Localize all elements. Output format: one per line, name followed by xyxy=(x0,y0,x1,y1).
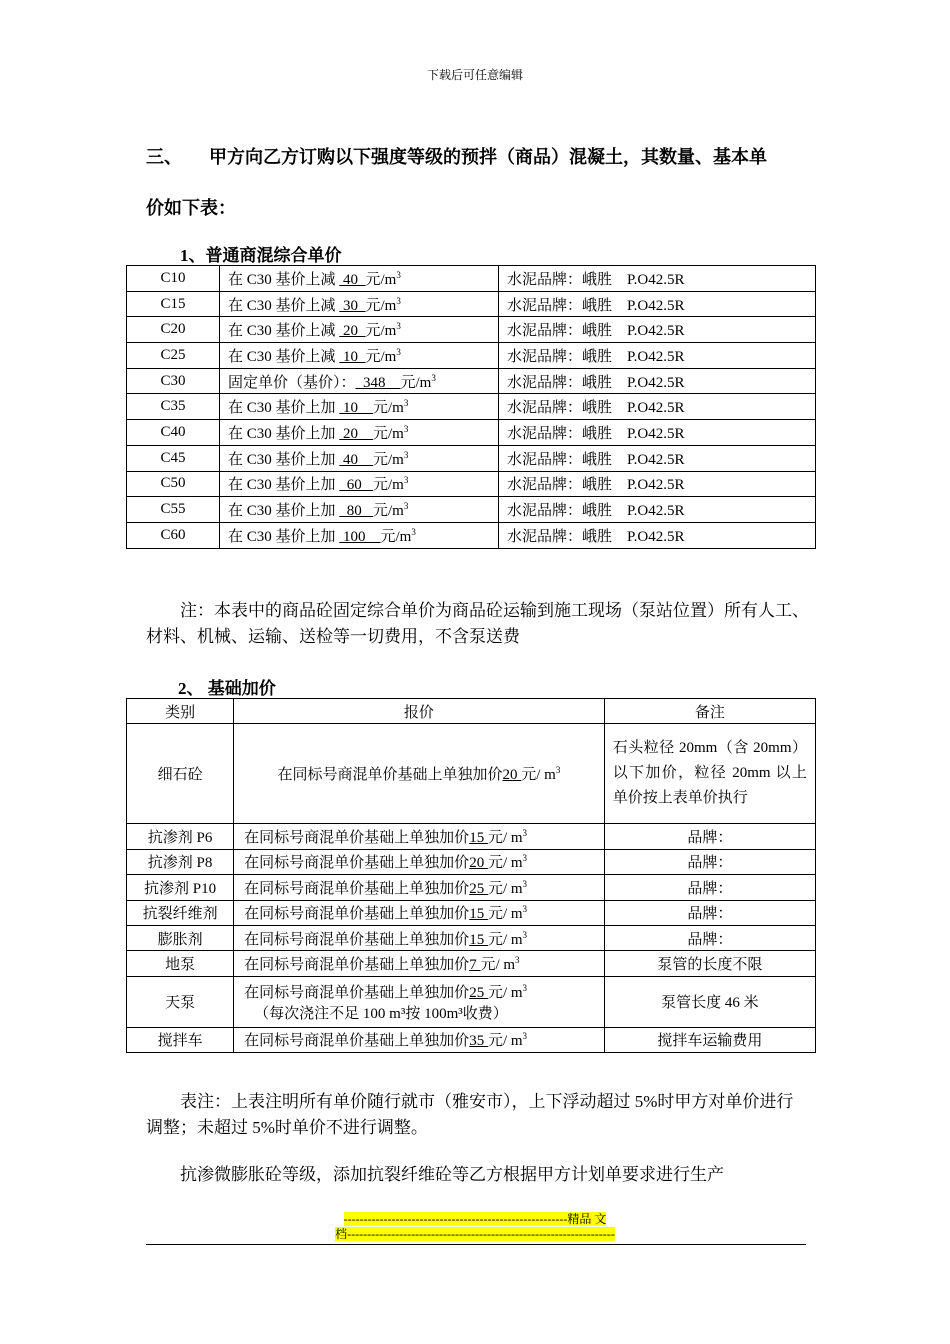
table-row xyxy=(127,900,816,925)
price-amount: 30 xyxy=(339,297,366,314)
price-amount: 60 xyxy=(339,477,374,494)
grade-cell: C20 xyxy=(127,317,220,343)
brand-cell: 水泥品牌：峨胜 P.O42.5R xyxy=(499,522,816,548)
grade-cell: C15 xyxy=(127,291,220,317)
table-row xyxy=(127,522,816,548)
remark-cell: 泵管长度 46 米 xyxy=(604,976,815,1027)
quote-amount: 15 xyxy=(469,931,488,948)
price-unit: 元/m xyxy=(373,503,404,520)
quote-cell: 在同标号商混单价基础上单独加价20 元/ $m^3$ xyxy=(234,849,605,874)
table-row xyxy=(127,317,816,343)
price-prefix: 在 C30 基价上加 xyxy=(228,400,340,417)
price-amount: 10 xyxy=(339,400,374,417)
brand-cell: 水泥品牌：峨胜 P.O42.5R xyxy=(499,471,816,497)
price-amount: 20 xyxy=(339,425,374,442)
table-row xyxy=(127,951,816,976)
grade-cell: C35 xyxy=(127,394,220,420)
table2-title: 2、 基础加价 xyxy=(178,679,276,698)
section-heading-line2: 价如下表： xyxy=(146,198,236,218)
quote-prefix: 在同标号商混单价基础上单独加价 xyxy=(244,880,470,897)
grade-cell: C55 xyxy=(127,497,220,523)
remark-cell: 品牌： xyxy=(604,849,815,874)
remark-cell: 泵管的长度不限 xyxy=(604,951,815,976)
price-cell: 在 C30 基价上减 20 元$/m^3$ xyxy=(220,317,499,343)
category-cell: 抗渗剂 P8 xyxy=(127,849,234,874)
quote-prefix: 在同标号商混单价基础上单独加价 xyxy=(244,984,470,1001)
quote-amount: 25 xyxy=(469,984,488,1001)
price-unit: 元/m xyxy=(365,323,397,340)
quote-unit: 元/ m xyxy=(487,830,523,847)
remark-cell: 品牌： xyxy=(604,925,815,950)
table-row xyxy=(127,497,816,523)
last-paragraph: 抗渗微膨胀砼等级，添加抗裂纤维砼等乙方根据甲方计划单要求进行生产 xyxy=(180,1165,724,1184)
price-prefix: 在 C30 基价上减 xyxy=(228,297,340,314)
category-cell: 抗裂纤维剂 xyxy=(127,900,234,925)
price-unit: 元/m xyxy=(400,374,432,391)
category-cell: 膨胀剂 xyxy=(127,925,234,950)
table1-note: 注：本表中的商品砼固定综合单价为商品砼运输到施工现场（泵站位置）所有人工、材料、机械、运输、送检等一切费用，不含泵送费 xyxy=(146,601,809,646)
grade-cell: C60 xyxy=(127,522,220,548)
price-cell: 在 C30 基价上加 80 元$/m^3$ xyxy=(220,497,499,523)
brand-cell: 水泥品牌：峨胜 P.O42.5R xyxy=(499,266,816,292)
price-prefix: 在 C30 基价上加 xyxy=(228,425,340,442)
grade-cell: C25 xyxy=(127,343,220,369)
table-row xyxy=(127,445,816,471)
price-prefix: 在 C30 基价上加 xyxy=(228,528,340,545)
price-amount: 100 xyxy=(339,528,381,545)
quote-amount: 20 xyxy=(469,855,488,872)
table-row xyxy=(127,266,816,292)
quote-prefix: 在同标号商混单价基础上单独加价 xyxy=(277,767,503,784)
quote-cell: 在同标号商混单价基础上单独加价25 元/ $m^3$ （每次浇注不足 100 m³按 100m³收费） xyxy=(234,976,605,1027)
brand-cell: 水泥品牌：峨胜 P.O42.5R xyxy=(499,368,816,394)
price-amount: 40 xyxy=(339,271,366,288)
price-cell: 在 C30 基价上减 40 元$/m^3$ xyxy=(220,266,499,292)
table-row xyxy=(127,724,816,824)
quote-unit: 元/ m xyxy=(487,906,523,923)
price-amount: 348 xyxy=(355,374,401,391)
grade-cell: C30 xyxy=(127,368,220,394)
quote-cell: 在同标号商混单价基础上单独加价15 元/ $m^3$ xyxy=(234,900,605,925)
table-row xyxy=(127,976,816,1027)
quote-amount: 15 xyxy=(469,906,488,923)
remark-cell: 石头粒径 20mm（含 20mm）以下加价，粒径 20mm 以上单价按上表单价执行 xyxy=(604,724,815,824)
quote-amount: 35 xyxy=(469,1033,488,1050)
price-unit: 元/m xyxy=(373,477,404,494)
price-prefix: 在 C30 基价上加 xyxy=(228,451,340,468)
price-unit: 元/m xyxy=(365,297,397,314)
remark-cell: 搅拌车运输费用 xyxy=(604,1027,815,1052)
table-row xyxy=(127,368,816,394)
category-cell: 地泵 xyxy=(127,951,234,976)
quote-unit: 元/ m xyxy=(487,1033,523,1050)
brand-cell: 水泥品牌：峨胜 P.O42.5R xyxy=(499,497,816,523)
price-cell: 在 C30 基价上减 10 元$/m^3$ xyxy=(220,343,499,369)
table-row xyxy=(127,925,816,950)
quote-unit: 元/ m xyxy=(487,855,523,872)
footer-watermark xyxy=(0,1212,950,1242)
price-cell: 在 C30 基价上加 10 元$/m^3$ xyxy=(220,394,499,420)
quote-prefix: 在同标号商混单价基础上单独加价 xyxy=(244,931,470,948)
price-cell: 在 C30 基价上加 100 元$/m^3$ xyxy=(220,522,499,548)
table-row xyxy=(127,849,816,874)
quote-unit: 元/ m xyxy=(521,767,556,784)
category-cell: 细石砼 xyxy=(127,724,234,824)
category-cell: 抗渗剂 P10 xyxy=(127,875,234,900)
brand-cell: 水泥品牌：峨胜 P.O42.5R xyxy=(499,317,816,343)
grade-cell: C50 xyxy=(127,471,220,497)
price-prefix: 在 C30 基价上加 xyxy=(228,477,340,494)
footer-watermark-line1: --------------------------------------------------------精品 文 xyxy=(343,1212,607,1226)
price-cell: 在 C30 基价上加 40 元$/m^3$ xyxy=(220,445,499,471)
brand-cell: 水泥品牌：峨胜 P.O42.5R xyxy=(499,394,816,420)
table-row xyxy=(127,824,816,849)
quote-cell: 在同标号商混单价基础上单独加价7 元/ $m^3$ xyxy=(234,951,605,976)
quote-cell: 在同标号商混单价基础上单独加价20 元/ $m^3$ xyxy=(234,724,605,824)
price-unit: 元/m xyxy=(373,451,404,468)
brand-cell: 水泥品牌：峨胜 P.O42.5R xyxy=(499,445,816,471)
footer-watermark-line2: 档------------------------------------------------------------------- xyxy=(335,1227,615,1241)
table1-title: 1、普通商混综合单价 xyxy=(180,246,342,265)
quote-unit: 元/ m xyxy=(480,957,516,974)
footer-divider xyxy=(146,1244,806,1245)
quote-amount: 25 xyxy=(469,880,488,897)
brand-cell: 水泥品牌：峨胜 P.O42.5R xyxy=(499,343,816,369)
table-header-row xyxy=(127,699,816,724)
quote-prefix: 在同标号商混单价基础上单独加价 xyxy=(244,906,470,923)
price-prefix: 固定单价（基价）： xyxy=(228,374,356,391)
surcharge-table xyxy=(126,698,816,1053)
price-cell: 在 C30 基价上加 60 元$/m^3$ xyxy=(220,471,499,497)
remark-cell: 品牌： xyxy=(604,900,815,925)
price-prefix: 在 C30 基价上减 xyxy=(228,271,340,288)
grade-cell: C40 xyxy=(127,420,220,446)
quote-cell: 在同标号商混单价基础上单独加价15 元/ $m^3$ xyxy=(234,925,605,950)
price-amount: 80 xyxy=(339,503,374,520)
table-row xyxy=(127,1027,816,1052)
price-prefix: 在 C30 基价上减 xyxy=(228,323,340,340)
unit-price-table xyxy=(126,265,816,549)
price-cell: 固定单价（基价）： 348 元$/m^3$ xyxy=(220,368,499,394)
quote-prefix: 在同标号商混单价基础上单独加价 xyxy=(244,1033,470,1050)
quote-cell: 在同标号商混单价基础上单独加价25 元/ $m^3$ xyxy=(234,875,605,900)
quote-unit: 元/ m xyxy=(487,880,523,897)
quote-prefix: 在同标号商混单价基础上单独加价 xyxy=(244,830,470,847)
header-note: 下载后可任意编辑 xyxy=(426,68,523,82)
quote-unit: 元/ m xyxy=(487,931,523,948)
price-unit: 元/m xyxy=(373,425,404,442)
quote-prefix: 在同标号商混单价基础上单独加价 xyxy=(244,957,470,974)
quote-amount: 7 xyxy=(469,957,481,974)
table-row xyxy=(127,420,816,446)
header-quote: 报价 xyxy=(234,699,605,724)
grade-cell: C45 xyxy=(127,445,220,471)
grade-cell: C10 xyxy=(127,266,220,292)
price-amount: 10 xyxy=(339,348,366,365)
table-row xyxy=(127,875,816,900)
category-cell: 抗渗剂 P6 xyxy=(127,824,234,849)
remark-cell: 品牌： xyxy=(604,875,815,900)
price-amount: 20 xyxy=(339,323,366,340)
quote-unit: 元/ m xyxy=(487,984,523,1001)
category-cell: 搅拌车 xyxy=(127,1027,234,1052)
price-cell: 在 C30 基价上减 30 元$/m^3$ xyxy=(220,291,499,317)
quote-cell: 在同标号商混单价基础上单独加价15 元/ $m^3$ xyxy=(234,824,605,849)
table-row xyxy=(127,471,816,497)
table-row xyxy=(127,291,816,317)
quote-amount: 15 xyxy=(469,830,488,847)
quote-cell: 在同标号商混单价基础上单独加价35 元/ $m^3$ xyxy=(234,1027,605,1052)
price-prefix: 在 C30 基价上加 xyxy=(228,503,340,520)
header-remark: 备注 xyxy=(604,699,815,724)
price-cell: 在 C30 基价上加 20 元$/m^3$ xyxy=(220,420,499,446)
quote-prefix: 在同标号商混单价基础上单独加价 xyxy=(244,855,470,872)
price-prefix: 在 C30 基价上减 xyxy=(228,348,340,365)
brand-cell: 水泥品牌：峨胜 P.O42.5R xyxy=(499,291,816,317)
quote-amount: 20 xyxy=(502,767,522,784)
price-unit: 元/m xyxy=(365,348,397,365)
section-heading-line1: 三、 甲方向乙方订购以下强度等级的预拌（商品）混凝土，其数量、基本单 xyxy=(146,147,767,167)
price-unit: 元/m xyxy=(373,400,404,417)
table-row xyxy=(127,343,816,369)
brand-cell: 水泥品牌：峨胜 P.O42.5R xyxy=(499,420,816,446)
table2-note: 表注：上表注明所有单价随行就市（雅安市），上下浮动超过 5%时甲方对单价进行调整；未超过 5%时单价不进行调整。 xyxy=(146,1092,794,1137)
table-row xyxy=(127,394,816,420)
category-cell: 天泵 xyxy=(127,976,234,1027)
header-category: 类别 xyxy=(127,699,234,724)
price-unit: 元/m xyxy=(365,271,397,288)
price-unit: 元/m xyxy=(380,528,412,545)
price-amount: 40 xyxy=(339,451,374,468)
remark-cell: 品牌： xyxy=(604,824,815,849)
quote-extra: （每次浇注不足 100 m³按 100m³收费） xyxy=(254,1005,508,1022)
